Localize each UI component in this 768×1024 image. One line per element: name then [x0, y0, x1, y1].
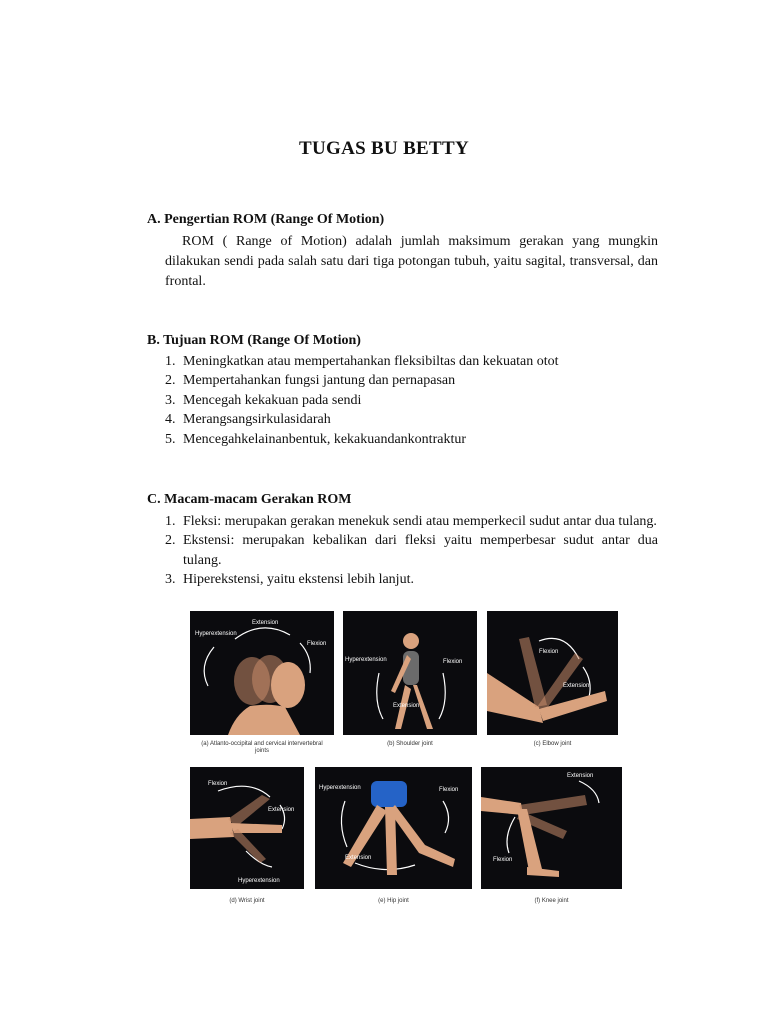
caption-a: (a) Atlanto-occipital and cervical intervertebral joints: [201, 741, 323, 754]
motion-label: Flexion: [439, 787, 459, 793]
motion-label: Flexion: [307, 641, 327, 647]
section-c-heading: C. Macam-macam Gerakan ROM: [147, 492, 352, 507]
front-leg-shape: [389, 805, 455, 867]
hyperextension-arrow-icon: [377, 673, 383, 719]
caption-c: (c) Elbow joint: [533, 741, 572, 747]
motion-label: Hyperextension: [345, 657, 387, 663]
caption-f: (f) Knee joint: [534, 898, 569, 904]
motion-label: Extension: [393, 703, 420, 709]
shoulder-joint-illustration: [343, 611, 477, 735]
figure-panel-shoulder: [343, 611, 477, 735]
caption-b: (b) Shoulder joint: [387, 741, 433, 747]
motion-label: Flexion: [208, 781, 228, 787]
section-a-paragraph: ROM ( Range of Motion) adalah jumlah maksimum gerakan yang mungkin dilakukan sendi pada salah satu dari tiga potongan tubuh, yaitu sagital, transversal, dan frontal.: [165, 234, 658, 289]
section-b-list: [165, 352, 658, 449]
knee-joint-illustration: [481, 767, 622, 889]
shorts-shape: [371, 781, 407, 807]
motion-label: Extension: [252, 620, 279, 626]
list-item: 5. Mencegahkelainanbentuk, kekakuandankontraktur: [165, 431, 467, 447]
motion-label: Extension: [268, 807, 295, 813]
figure-panel-elbow: [487, 611, 618, 735]
elbow-joint-illustration: [487, 611, 618, 735]
flexion-arrow-icon: [439, 673, 445, 719]
shoulder-shape: [228, 705, 300, 735]
extension-arrow-icon: [235, 628, 290, 639]
section-a-heading: A. Pengertian ROM (Range Of Motion): [147, 212, 385, 227]
list-item: 2. Ekstensi: merupakan kebalikan dari fleksi yaitu memperbesar sudut antar dua tulang.: [165, 533, 658, 568]
section-b-heading: B. Tujuan ROM (Range Of Motion): [147, 333, 361, 348]
motion-label: Hyperextension: [195, 631, 237, 637]
page-title: TUGAS BU BETTY: [299, 138, 469, 159]
list-item: 3. Mencegah kekakuan pada sendi: [165, 392, 362, 408]
motion-label: Flexion: [443, 659, 463, 665]
head-shape: [403, 633, 419, 649]
list-item: 2. Mempertahankan fungsi jantung dan pernapasan: [165, 373, 456, 389]
caption-d: (d) Wrist joint: [229, 898, 265, 904]
figure-panel-wrist: [190, 767, 304, 889]
section-c-list: [165, 512, 658, 590]
motion-label: Hyperextension: [319, 785, 361, 791]
figure-panel-hip: [315, 767, 472, 889]
caption-e: (e) Hip joint: [378, 898, 409, 904]
motion-label: Extension: [567, 773, 594, 779]
extension-arrow-icon: [355, 863, 415, 870]
foot-shape: [527, 867, 559, 877]
head-shape: [271, 662, 305, 708]
flexion-arrow-icon: [300, 643, 310, 673]
list-item: 3. Hiperekstensi, yaitu ekstensi lebih lanjut.: [165, 572, 414, 588]
extension-arrow-icon: [583, 667, 590, 697]
motion-label: Extension: [563, 683, 590, 689]
hyperextension-arrow-icon: [204, 647, 214, 686]
figure-panel-knee: [481, 767, 622, 889]
list-item: 4. Merangsangsirkulasidarah: [165, 412, 331, 428]
list-item: 1. Fleksi: merupakan gerakan menekuk sendi atau memperkecil sudut antar dua tulang.: [165, 514, 657, 529]
motion-label: Extension: [345, 855, 372, 861]
forearm-shape: [190, 817, 234, 839]
flexion-arrow-icon: [443, 801, 449, 833]
motion-label: Hyperextension: [238, 878, 280, 884]
hyperextension-arrow-icon: [341, 801, 347, 847]
motion-label: Flexion: [539, 649, 559, 655]
neck-joint-illustration: [190, 611, 334, 735]
flexion-arrow-icon: [507, 817, 515, 853]
list-item: 1. Meningkatkan atau mempertahankan fleksibiltas dan kekuatan otot: [165, 354, 559, 369]
hip-joint-illustration: [315, 767, 472, 889]
figure-panel-neck: [190, 611, 334, 735]
motion-label: Flexion: [493, 857, 513, 863]
thigh-shape: [481, 797, 523, 815]
wrist-joint-illustration: [190, 767, 304, 889]
